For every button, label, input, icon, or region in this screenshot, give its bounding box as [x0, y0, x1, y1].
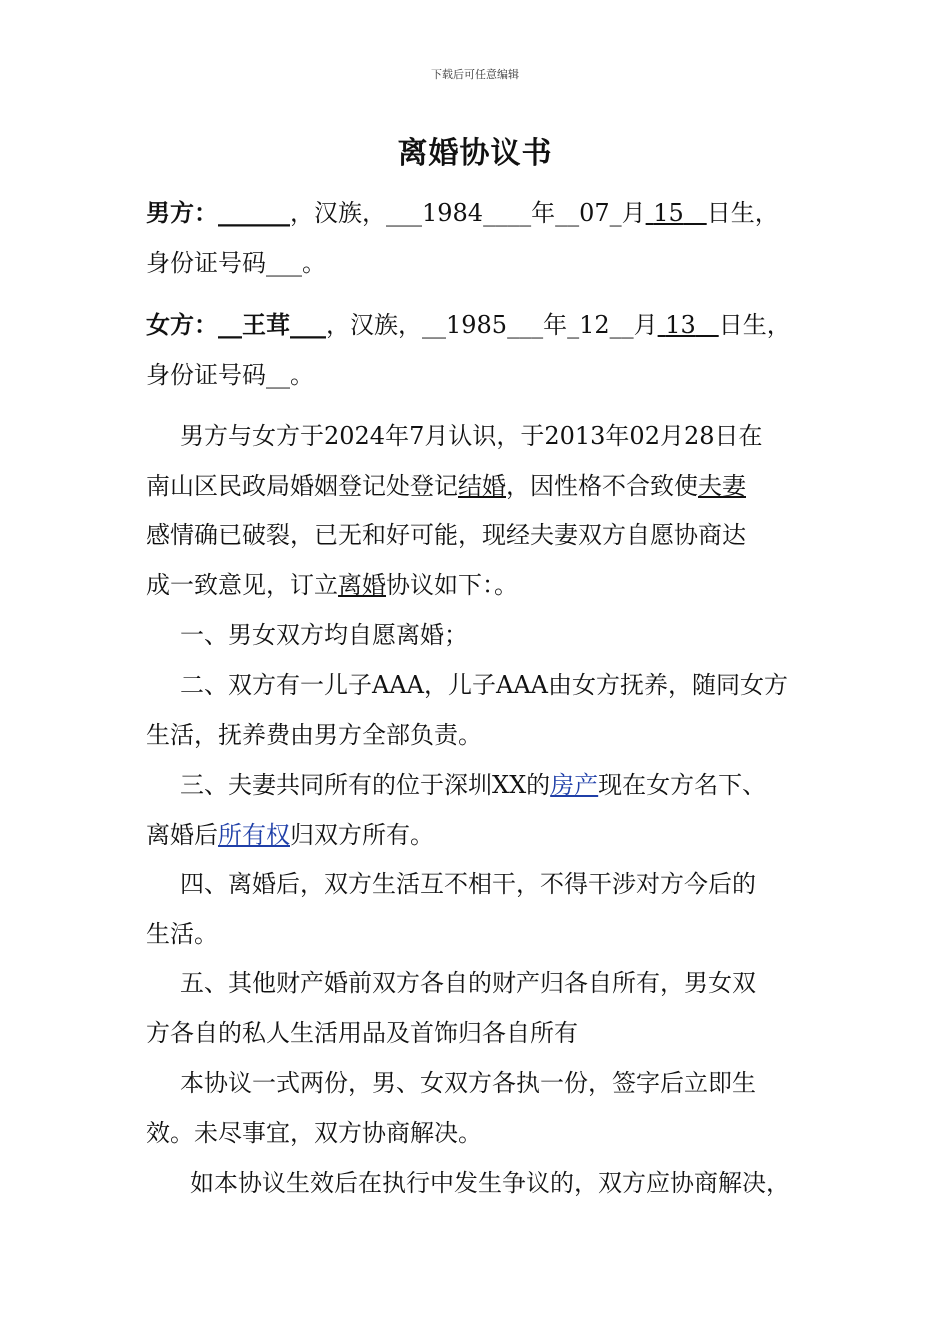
male-birth-month: 07: [579, 199, 610, 227]
male-month-pre: __: [555, 199, 580, 227]
female-name: 王茸: [242, 310, 290, 339]
link-ownership[interactable]: 所有权: [218, 821, 290, 849]
document-title: 离婚协议书: [397, 136, 553, 171]
female-birth-day-value: 13: [665, 311, 696, 339]
male-birth-day: [646, 199, 707, 227]
female-month-pre: _: [567, 311, 580, 339]
clause-1: 一、男女双方均自愿离婚；: [180, 621, 468, 649]
female-ri: 日生，: [718, 311, 791, 339]
clause-3-line-1: [180, 770, 860, 800]
clause-text: 离婚后: [146, 821, 218, 849]
clause-text: 归双方所有。: [290, 821, 434, 849]
female-id-line: 身份证号码__。: [146, 361, 314, 389]
clause-2-line-2: 生活，抚养费由男方全部负责。: [146, 721, 482, 749]
female-party-line: [146, 310, 826, 340]
clause-3-line-2: [146, 820, 826, 850]
female-birth-month: 12: [579, 311, 610, 339]
clause-text: 三、夫妻共同所有的位于深圳XX的: [180, 771, 551, 799]
male-name-blank: ______: [218, 198, 290, 227]
intro-text: 成一致意见，订立: [146, 571, 338, 599]
female-nian: 年: [543, 311, 568, 339]
male-year-post: ____: [483, 199, 532, 227]
male-id-line: 身份证号码___。: [146, 249, 326, 277]
intro-text: ，因性格不合致使: [506, 472, 698, 500]
male-birth-day-value: 15: [653, 199, 684, 227]
clause-5-line-2: 方各自的私人生活用品及首饰归各自所有: [146, 1019, 578, 1047]
male-ri: 日生，: [706, 199, 779, 227]
intro-text: 南山区民政局婚姻登记处登记: [146, 472, 458, 500]
female-label: 女方：: [146, 310, 218, 339]
male-label: 男方：: [146, 198, 218, 227]
male-party-line: [146, 198, 826, 228]
clause-5-line-1: 五、其他财产婚前双方各自的财产归各自所有，男女双: [180, 969, 756, 997]
male-birth-year: 1984: [422, 199, 484, 227]
clause-6-line-2: 效。未尽事宜，双方协商解决。: [146, 1119, 482, 1147]
clause-text: 现在女方名下、: [598, 771, 767, 799]
male-year-pre: ___: [386, 199, 422, 227]
female-birth-year: 1985: [446, 311, 508, 339]
clause-4-line-2: 生活。: [146, 920, 218, 948]
link-property[interactable]: 房产: [550, 771, 599, 799]
female-month-post: __: [609, 311, 634, 339]
female-birth-day: [658, 311, 719, 339]
female-name-pre: __: [218, 310, 242, 339]
clause-2-line-1: 二、双方有一儿子AAA，儿子AAA由女方抚养，随同女方: [180, 671, 788, 699]
intro-line-3: 感情确已破裂，已无和好可能，现经夫妻双方自愿协商达: [146, 521, 746, 549]
clause-4-line-1: 四、离婚后，双方生活互不相干，不得干涉对方今后的: [180, 870, 756, 898]
page-header-note: 下载后可任意编辑: [431, 68, 519, 81]
female-name-post: ___: [290, 310, 326, 339]
female-year-pre: __: [422, 311, 446, 339]
link-divorce[interactable]: 离婚: [338, 571, 386, 599]
intro-line-1: 男方与女方于2024年7月认识，于2013年02月28日在: [180, 422, 763, 450]
male-ethnic: ，汉族，: [290, 199, 386, 227]
intro-line-4: [146, 570, 826, 600]
link-marriage[interactable]: 结婚: [458, 472, 506, 500]
intro-text: 协议如下：。: [386, 571, 518, 599]
male-nian: 年: [531, 199, 556, 227]
female-year-post: ___: [507, 311, 544, 339]
link-spouse[interactable]: 夫妻: [698, 472, 746, 500]
male-yue: 月: [621, 199, 646, 227]
intro-line-2: [146, 471, 826, 501]
male-month-post: _: [609, 199, 622, 227]
female-ethnic: ，汉族，: [326, 311, 422, 339]
clause-6-line-1: 本协议一式两份，男、女双方各执一份，签字后立即生: [180, 1069, 756, 1097]
clause-7-line-1: 如本协议生效后在执行中发生争议的，双方应协商解决，: [190, 1169, 790, 1197]
female-yue: 月: [633, 311, 658, 339]
